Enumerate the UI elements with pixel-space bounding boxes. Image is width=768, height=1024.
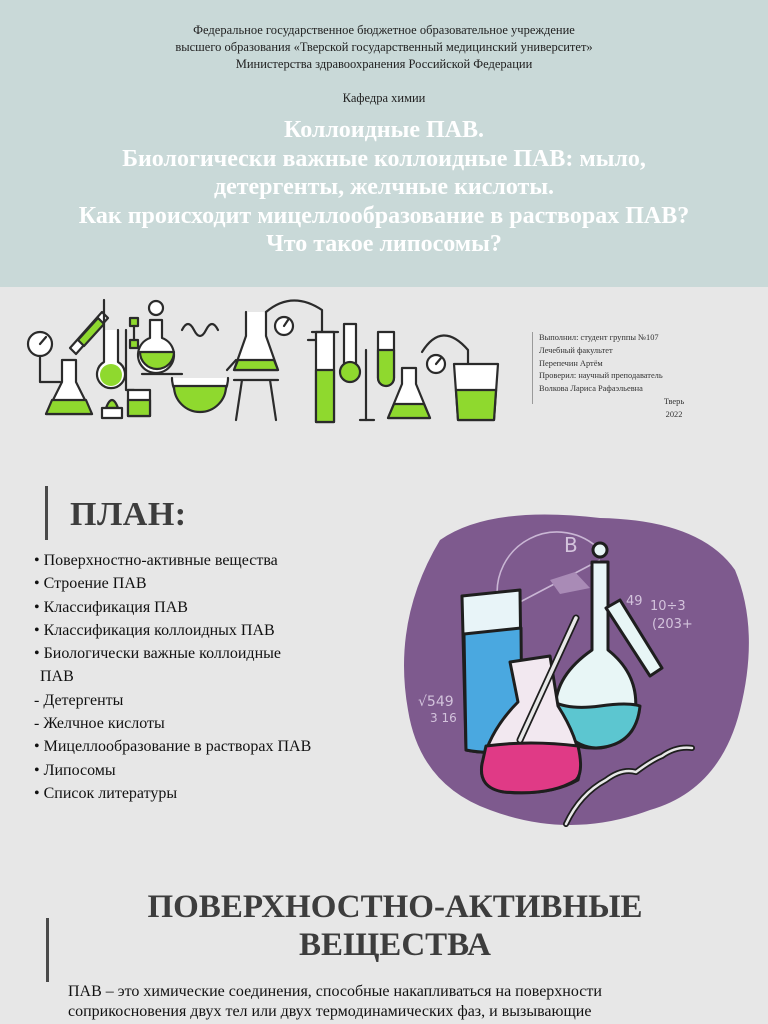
plan-item: • Классификация ПАВ xyxy=(34,598,188,616)
board-text-frac: 3 16 xyxy=(430,711,457,725)
department-label: Кафедра химии xyxy=(342,91,426,105)
plan-item: ПАВ xyxy=(40,668,74,686)
city-label: Тверь xyxy=(663,396,685,406)
year-label: 2022 xyxy=(665,409,683,419)
board-text-b: B xyxy=(564,533,578,557)
section-heading xyxy=(40,888,750,964)
heading-line: ВЕЩЕСТВА xyxy=(299,927,491,963)
plan-item: - Желчное кислоты xyxy=(34,715,165,733)
title-slide-header xyxy=(0,0,768,287)
heading-line: ПОВЕРХНОСТНО-АКТИВНЫЕ xyxy=(147,889,643,925)
definition-paragraph xyxy=(68,982,748,1022)
title-line: Что такое липосомы? xyxy=(266,231,502,257)
plan-item: • Классификация коллоидных ПАВ xyxy=(34,621,275,639)
title-line: детергенты, желчные кислоты. xyxy=(213,174,555,200)
title-line: Биологически важные коллоидные ПАВ: мыло, xyxy=(122,145,646,172)
plan-item: • Мицеллообразование в растворах ПАВ xyxy=(34,738,312,756)
author-info xyxy=(532,332,739,419)
chemistry-flasks-illustration xyxy=(400,510,752,845)
plan-item: • Список литературы xyxy=(34,784,178,802)
author-line: Волкова Лариса Рафаэльевна xyxy=(539,384,643,394)
org-line: высшего образования «Тверской государственный медицинский университет» xyxy=(175,40,593,54)
board-text-paren: (203+ xyxy=(652,617,693,632)
organization-block xyxy=(0,22,768,73)
board-text-sqrt: √549 xyxy=(418,694,454,710)
author-line: Выполнил: студент группы №107 xyxy=(539,333,659,342)
plan-item: - Детергенты xyxy=(34,691,124,709)
org-line: Федеральное государственное бюджетное образовательное учреждение xyxy=(193,23,575,37)
title-line: Как происходит мицеллообразование в растворах ПАВ? xyxy=(78,202,690,229)
plan-item: • Строение ПАВ xyxy=(34,575,147,593)
title-line: Коллоидные ПАВ. xyxy=(283,117,484,143)
plan-item: • Поверхностно-активные вещества xyxy=(34,552,278,569)
org-line: Министерства здравоохранения Российской Федерации xyxy=(235,57,533,71)
paragraph-line: соприкосновения двух тел или двух термодинамических фаз, и вызывающие xyxy=(68,1003,592,1020)
plan-list xyxy=(34,549,374,805)
board-text-div: 10÷3 xyxy=(650,599,686,614)
author-line: Лечебный факультет xyxy=(539,345,613,355)
author-line: Проверил: научный преподаватель xyxy=(539,371,663,381)
plan-heading: ПЛАН: xyxy=(70,496,187,533)
paragraph-line: ПАВ – это химические соединения, способные накапливаться на поверхности xyxy=(68,983,602,1000)
plan-item: • Биологически важные коллоидные xyxy=(34,645,281,663)
lab-glassware-illustration xyxy=(22,290,518,430)
board-text-49: 49 xyxy=(626,594,643,609)
author-line: Перепечин Артём xyxy=(539,358,603,368)
presentation-title xyxy=(0,116,768,259)
accent-bar xyxy=(45,486,48,540)
plan-item: • Липосомы xyxy=(34,761,116,779)
